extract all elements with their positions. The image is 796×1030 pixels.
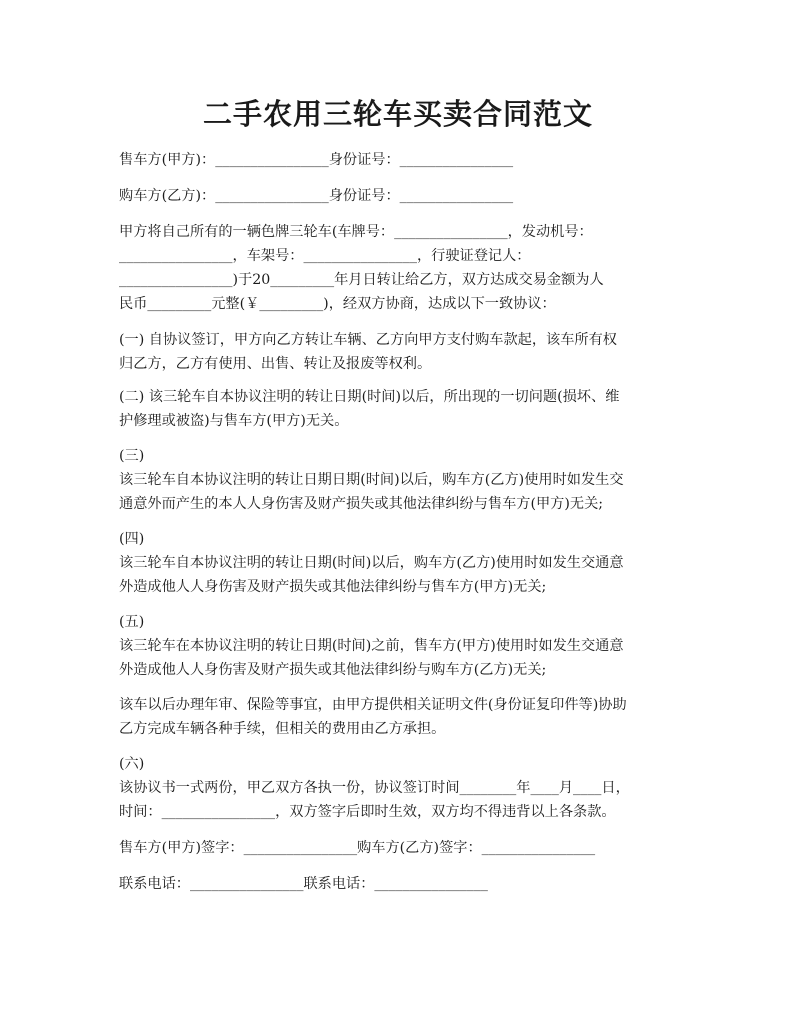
clause-number: (四) [119,531,145,547]
text-line: 购车方(乙方)：________________身份证号：________________ [119,188,514,204]
text-line: 联系电话：________________联系电话：________________ [119,876,488,892]
seller-info-line [119,148,689,172]
clause-extra [119,693,689,741]
text-line: 时间：________________，双方签字后即时生效，双方均不得违背以上各条款。 [119,804,616,820]
text-line: ________________，车架号：________________，行驶证登记人： [119,248,531,264]
clause-number: (五) [119,614,145,630]
clause-1 [119,328,689,376]
clause-3 [119,444,689,516]
clause-number: (六) [119,756,145,772]
document-title: 二手农用三轮车买卖合同范文 [202,97,593,131]
text-line: 护修理或被盗)与售车方(甲方)无关。 [119,413,349,429]
clause-2 [119,385,689,433]
text-line: 通意外而产生的本人人身伤害及财产损失或其他法律纠纷与售车方(甲方)无关; [119,496,604,512]
text-line: 售车方(甲方)签字：________________购车方(乙方)签字：________________ [119,840,596,856]
signature-line [119,836,689,860]
buyer-info-line [119,184,689,208]
text-line: ________________)于20_________年月日转让给乙方，双方达成交易金额为人 [119,272,604,288]
text-line: 外造成他人人身伤害及财产损失或其他法律纠纷与售车方(甲方)无关; [119,579,547,595]
clause-number: (三) [119,448,145,464]
text-line: 外造成他人人身伤害及财产损失或其他法律纠纷与购车方(乙方)无关; [119,662,547,678]
text-line: 该车以后办理年审、保险等事宜，由甲方提供相关证明文件(身份证复印件等)协助 [119,697,627,713]
text-line: 该协议书一式两份，甲乙双方各执一份，协议签订时间________年____月____日， [119,780,630,796]
intro-paragraph [119,220,689,316]
text-line: 归乙方，乙方有使用、出售、转让及报废等权利。 [119,356,432,372]
text-line: 售车方(甲方)：________________身份证号：________________ [119,152,514,168]
text-line: 该三轮车自本协议注明的转让日期日期(时间)以后，购车方(乙方)使用时如发生交 [119,472,624,488]
text-line: 该三轮车在本协议注明的转让日期(时间)之前，售车方(甲方)使用时如发生交通意 [119,638,624,654]
clause-4 [119,527,689,599]
text-line: (二) 该三轮车自本协议注明的转让日期(时间)以后，所出现的一切问题(损坏、维 [119,389,620,405]
contact-line [119,872,689,896]
text-line: 民币_________元整(￥_________)，经双方协商，达成以下一致协议： [119,296,556,312]
clause-5 [119,610,689,682]
text-line: 乙方完成车辆各种手续，但相关的费用由乙方承担。 [119,721,446,737]
text-line: (一) 自协议签订，甲方向乙方转让车辆、乙方向甲方支付购车款起，该车所有权 [119,332,617,348]
text-line: 甲方将自己所有的一辆色牌三轮车(车牌号：________________，发动机号： [119,224,593,240]
clause-6 [119,752,689,824]
text-line: 该三轮车自本协议注明的转让日期(时间)以后，购车方(乙方)使用时如发生交通意 [119,555,624,571]
